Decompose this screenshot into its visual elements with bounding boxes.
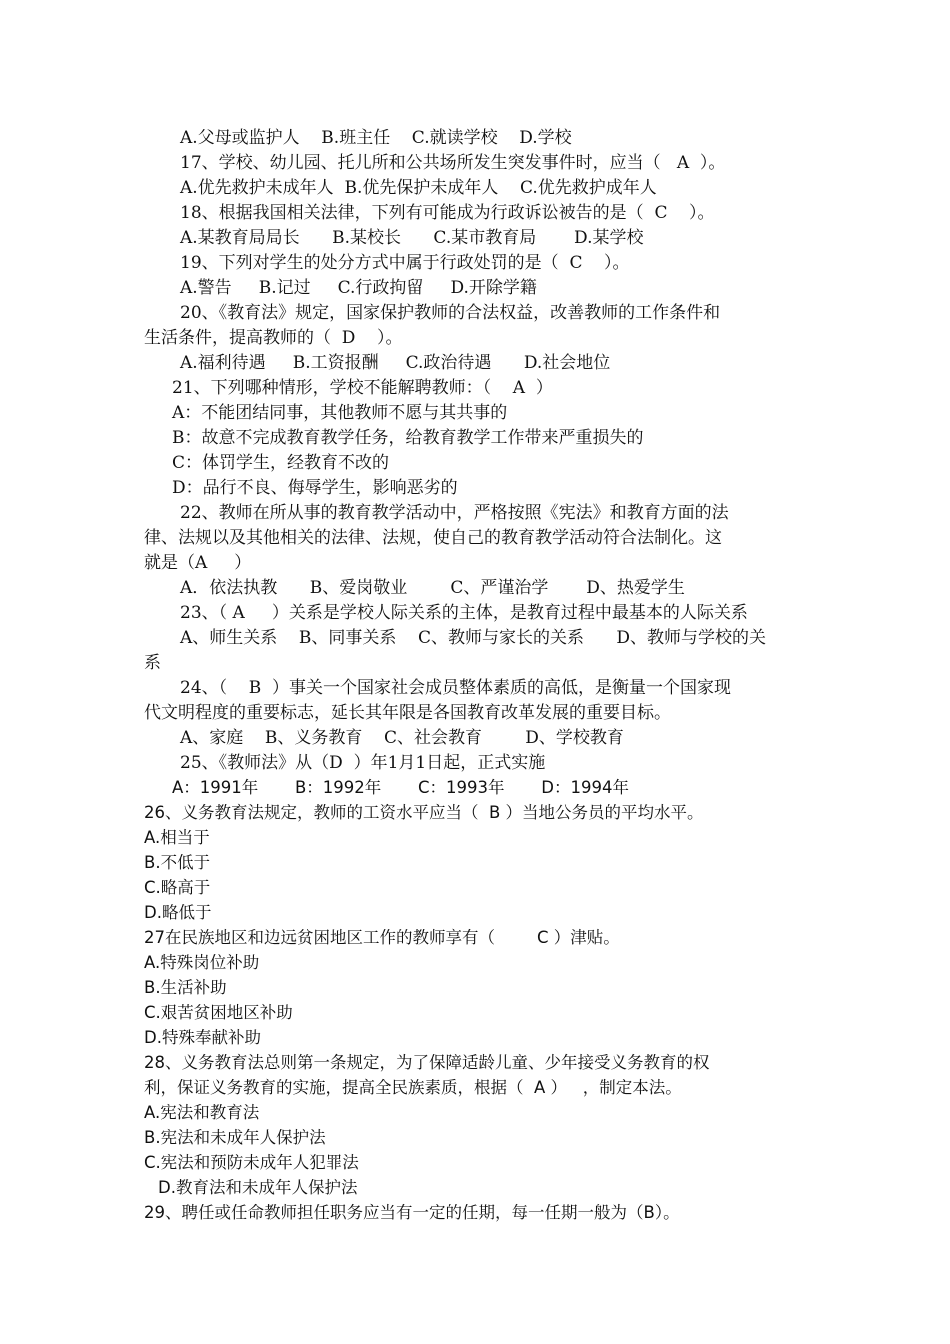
q28-option-a: A.宪法和教育法	[144, 1103, 260, 1122]
q18-options: A.某教育局局长 B.某校长 C.某市教育局 D.某学校	[180, 228, 644, 248]
q23-options-line1: A、师生关系 B、同事关系 C、教师与家长的关系 D、教师与学校的关	[180, 628, 767, 648]
q18-stem: 18、根据我国相关法律，下列有可能成为行政诉讼被告的是（ C ）。	[180, 203, 715, 223]
q20-options: A.福利待遇 B.工资报酬 C.政治待遇 D.社会地位	[180, 353, 611, 373]
q20-stem-line1: 20、《教育法》规定，国家保护教师的合法权益，改善教师的工作条件和	[180, 303, 721, 323]
q21-stem: 21、下列哪种情形，学校不能解聘教师：（ A ）	[172, 378, 553, 398]
q26-option-d: D.略低于	[144, 903, 212, 922]
q27-option-b: B.生活补助	[144, 978, 227, 997]
q16-options: A.父母或监护人 B.班主任 C.就读学校 D.学校	[180, 128, 572, 148]
q28-option-d: D.教育法和未成年人保护法	[158, 1178, 358, 1197]
q22-options: A．依法执教 B、爱岗敬业 C、严谨治学 D、热爱学生	[180, 578, 685, 598]
q24-stem-line1: 24、（ B ）事关一个国家社会成员整体素质的高低，是衡量一个国家现	[180, 678, 732, 698]
q26-option-a: A.相当于	[144, 828, 210, 847]
q28-stem-line1: 28、义务教育法总则第一条规定，为了保障适龄儿童、少年接受义务教育的权	[144, 1053, 710, 1072]
q22-stem-line2: 律、法规以及其他相关的法律、法规，使自己的教育教学活动符合法制化。这	[144, 528, 722, 548]
q28-stem-line2: 利，保证义务教育的实施，提高全民族素质，根据（ A ） ，制定本法。	[144, 1078, 682, 1097]
q26-stem: 26、义务教育法规定，教师的工资水平应当（ B ）当地公务员的平均水平。	[144, 803, 704, 822]
q25-options: A：1991年 B：1992年 C：1993年 D：1994年	[172, 778, 629, 797]
q24-options: A、家庭 B、义务教育 C、社会教育 D、学校教育	[180, 728, 624, 748]
q29-stem: 29、聘任或任命教师担任职务应当有一定的任期，每一任期一般为（B）。	[144, 1203, 680, 1222]
q21-option-d: D：品行不良、侮辱学生，影响恶劣的	[172, 478, 458, 498]
q17-options: A.优先救护未成年人 B.优先保护未成年人 C.优先救护成年人	[180, 178, 657, 198]
q27-stem: 27在民族地区和边远贫困地区工作的教师享有（ C ）津贴。	[144, 928, 620, 947]
q26-option-c: C.略高于	[144, 878, 211, 897]
q28-option-b: B.宪法和未成年人保护法	[144, 1128, 326, 1147]
q26-option-b: B.不低于	[144, 853, 211, 872]
q27-option-a: A.特殊岗位补助	[144, 953, 260, 972]
q24-stem-line2: 代文明程度的重要标志，延长其年限是各国教育改革发展的重要目标。	[144, 703, 671, 723]
q28-option-c: C.宪法和预防未成年人犯罪法	[144, 1153, 359, 1172]
q23-stem: 23、（ A ）关系是学校人际关系的主体，是教育过程中最基本的人际关系	[180, 603, 748, 623]
q27-option-c: C.艰苦贫困地区补助	[144, 1003, 293, 1022]
q21-option-a: A：不能团结同事，其他教师不愿与其共事的	[172, 403, 508, 423]
q23-options-line2: 系	[144, 653, 161, 673]
q27-option-d: D.特殊奉献补助	[144, 1028, 261, 1047]
q19-stem: 19、下列对学生的处分方式中属于行政处罚的是（ C ）。	[180, 253, 630, 273]
q21-option-c: C：体罚学生，经教育不改的	[172, 453, 390, 473]
q25-stem: 25、《教师法》从（D ）年1月1日起，正式实施	[180, 753, 546, 773]
q19-options: A.警告 B.记过 C.行政拘留 D.开除学籍	[180, 278, 537, 298]
q20-stem-line2: 生活条件，提高教师的（ D ）。	[144, 328, 403, 348]
q21-option-b: B：故意不完成教育教学任务，给教育教学工作带来严重损失的	[172, 428, 644, 448]
q22-stem-line3: 就是（A ）	[144, 553, 252, 573]
q17-stem: 17、学校、幼儿园、托儿所和公共场所发生突发事件时，应当（ A ）。	[180, 153, 726, 173]
q22-stem-line1: 22、教师在所从事的教育教学活动中，严格按照《宪法》和教育方面的法	[180, 503, 729, 523]
